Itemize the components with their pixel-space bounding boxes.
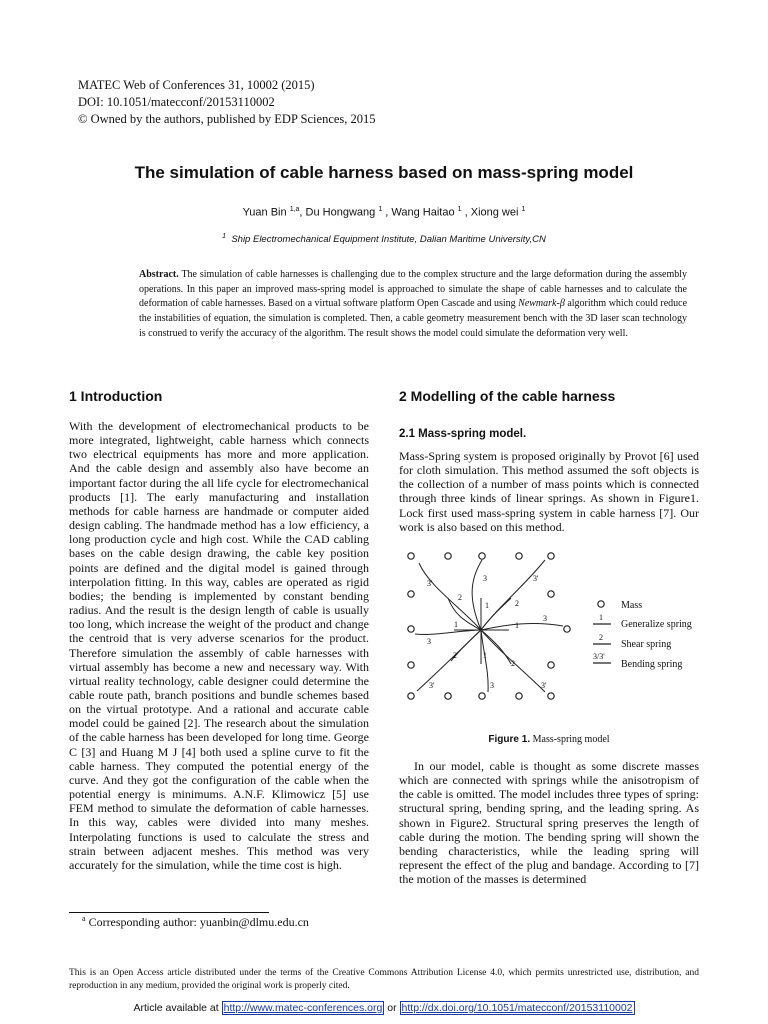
mass-spring-diagram (399, 546, 699, 736)
copyright-line: © Owned by the authors, published by EDP Sciences, 2015 (78, 112, 376, 126)
author-sup: 1 (457, 206, 462, 213)
paper-title: The simulation of cable harness based on mass-spring model (134, 163, 634, 182)
affiliation (0, 233, 768, 245)
mass-node (408, 591, 414, 597)
abstract-text: The simulation of cable harnesses is challenging due to the complex structure and the large deformation during the assembly operations. In this paper an improved mass-spring model is approached to simulate the shape of cable harnesses and to calculate the deformation of cable harnesses. Based on a virtual software platform Open Cascade and using (139, 269, 687, 310)
legend-gen-num: 1 (599, 613, 603, 622)
diagram-label: 1 (515, 621, 519, 630)
footnote-divider (69, 912, 269, 913)
right-column (399, 388, 699, 534)
left-column (69, 388, 369, 872)
mass-node (516, 693, 522, 699)
subsection-heading: 2.1 Mass-spring model. (399, 428, 527, 440)
author-name: Wang Haitao (391, 206, 455, 219)
abstract (139, 268, 687, 342)
diagram-label: 2 (458, 593, 462, 602)
abstract-italic: Newmark-β (518, 298, 565, 310)
mass-node (548, 553, 554, 559)
legend-mass-label: Mass (621, 600, 643, 611)
doi-line: DOI: 10.1051/matecconf/20153110002 (78, 95, 275, 109)
mass-node (479, 553, 485, 559)
mass-node (548, 693, 554, 699)
footnote-sup: a (82, 914, 86, 923)
doi-link[interactable]: http://dx.doi.org/10.1051/matecconf/20153110002 (401, 1002, 633, 1014)
diagram-label: 3 (427, 637, 431, 646)
mass-node (564, 626, 570, 632)
right-column-lower (399, 759, 699, 886)
mass-node (548, 662, 554, 668)
journal-citation: MATEC Web of Conferences 31, 10002 (2015) (78, 78, 315, 92)
diagram-label: 1 (485, 601, 489, 610)
diagram-label: 1 (454, 620, 458, 629)
legend-bend-num: 3/3' (593, 652, 605, 661)
mass-node (548, 591, 554, 597)
legend-bend-label: Bending spring (621, 659, 683, 670)
mass-node (516, 553, 522, 559)
journal-link[interactable]: http://www.matec-conferences.org (223, 1002, 383, 1014)
model-text-1: Mass-Spring system is proposed originally by Provot [6] used for cloth simulation. This method assumed the soft objects is the collection of a number of mass points which is connected through three kinds of linear springs. As shown in Figure1. Lock first used mass-spring system in cable harness [7]. Our work is also based on this method. (399, 449, 699, 534)
affiliation-text: Ship Electromechanical Equipment Institute, Dalian Maritime University,CN (231, 234, 546, 246)
mass-node (408, 693, 414, 699)
introduction-text: With the development of electromechanical products to be more integrated, lightweight, cable harness which connects two electrical equipments has more and more application. And the cable design and assembly also have become an important factor during the all life cycle for electromechanical products [1]. The early manufacturing and installation methods for cable harness are handmade or computer aided design cabling. The handmade method has a low efficiency, a long production cycle and high cost. While the CAD cabling bases on the cable design drawing, the cable key position points are defined and the digital model is gained through interpolation fitting. In this way, cables are operated as rigid bodies; the bending is implemented by constant bending radius. And the result is the design length of cable is usually too long, which increase the weight of the product and change the centroid that is very adverse scenarios for the product. Therefore simulation the assembly of cable harnesses with virtual assembly has become a new and necessary way. With virtual reality technology, cable designer could determine the cable route path, branch positions and bundle schemes based on the virtual prototype. And a rational and accurate cable model could be gained [2]. The research about the simulation of the cable harness has been developed for long time. George C [3] and Huang M J [4] both used a spline curve to fit the cable harness. They computed the potential energy of the curve. And they got the configuration of the cable when the potential energy is minimums. A.N.F. Klimowicz [5] use FEM method to simulate the deformation of cable harnesses. In this way, cables were divided into many meshes. Interpolating functions is used to calculate the stress and strain between adjacent meshes. This method was very accurately for the simulation, while the time cost is high. (69, 419, 369, 872)
mass-node (408, 553, 414, 559)
diagram-label: 1 (483, 651, 487, 660)
mass-node (408, 626, 414, 632)
author-name: Yuan Bin (242, 206, 287, 219)
section-heading-introduction: 1 Introduction (69, 388, 163, 404)
mass-node (408, 662, 414, 668)
legend-mass-symbol (598, 601, 604, 607)
footnote-text: Corresponding author: yuanbin@dlmu.edu.cn (88, 915, 309, 929)
mass-node (445, 553, 451, 559)
mass-node (479, 693, 485, 699)
figure-caption (399, 734, 699, 745)
author-sup: 1 (378, 206, 383, 213)
legend-shear-num: 2 (599, 633, 603, 642)
mass-node (445, 693, 451, 699)
figure-caption-label: Figure 1. (488, 734, 531, 745)
author-sup: 1 (521, 206, 526, 213)
availability-line (0, 1002, 768, 1014)
diagram-label: 3' (533, 574, 539, 583)
mass-spring-figure (399, 546, 699, 736)
diagram-label: 2 (515, 599, 519, 608)
diagram-label: 3 (543, 614, 547, 623)
diagram-label: 3' (541, 681, 547, 690)
diagram-label: 3' (429, 681, 435, 690)
abstract-label: Abstract. (139, 269, 179, 280)
author-sup: 1,a (289, 206, 300, 213)
diagram-label: 2 (453, 651, 457, 660)
legend-shear-label: Shear spring (621, 639, 672, 650)
abstract-text-cont: algorithm which could reduce the instabilities of equation, the simulation is completed. Then, a cable geometry measurement bench with the 3D laser scan technology is construed to verify the accuracy of the algorithm. The result shows the model could simulate the deformation very well. (139, 298, 688, 339)
diagram-label: 3 (483, 574, 487, 583)
author-list: Yuan Bin $^{1,a}$, Du Hongwang $^1$ , Wang Haitao $^1$ , Xiong wei $^1$ (242, 206, 526, 219)
figure-caption-text: Mass-spring model (532, 734, 610, 745)
footnote (82, 914, 309, 930)
author-name: Xiong wei (470, 206, 519, 219)
availability-prefix: Article available at (133, 1002, 219, 1014)
section-heading-modelling: 2 Modelling of the cable harness (399, 388, 616, 404)
diagram-label: 3' (427, 579, 433, 588)
affiliation-sup: 1 (222, 233, 227, 240)
license-text: This is an Open Access article distributed under the terms of the Creative Commons Attribution License 4.0, which permits unrestricted use, distribution, and reproduction in any medium, provided the original work is properly cited. (69, 968, 699, 991)
author-name: Du Hongwang (305, 206, 376, 219)
legend-gen-label: Generalize spring (621, 619, 692, 630)
model-text-2: In our model, cable is thought as some discrete masses which are connected with springs while the anisotropism of the cable is omitted. The model includes three types of spring: structural spring, bending spring, and the leading spring. As shown in Figure2. Structural spring preserves the length of cable during the motion. The bending spring will shown the bending characteristics, while the leading spring will represent the effect of the plug and bandage. According to [7] the motion of the masses is determined (399, 759, 699, 887)
diagram-label: 2 (511, 659, 515, 668)
journal-header (78, 77, 376, 128)
availability-or: or (387, 1002, 397, 1014)
diagram-label: 3 (490, 681, 494, 690)
